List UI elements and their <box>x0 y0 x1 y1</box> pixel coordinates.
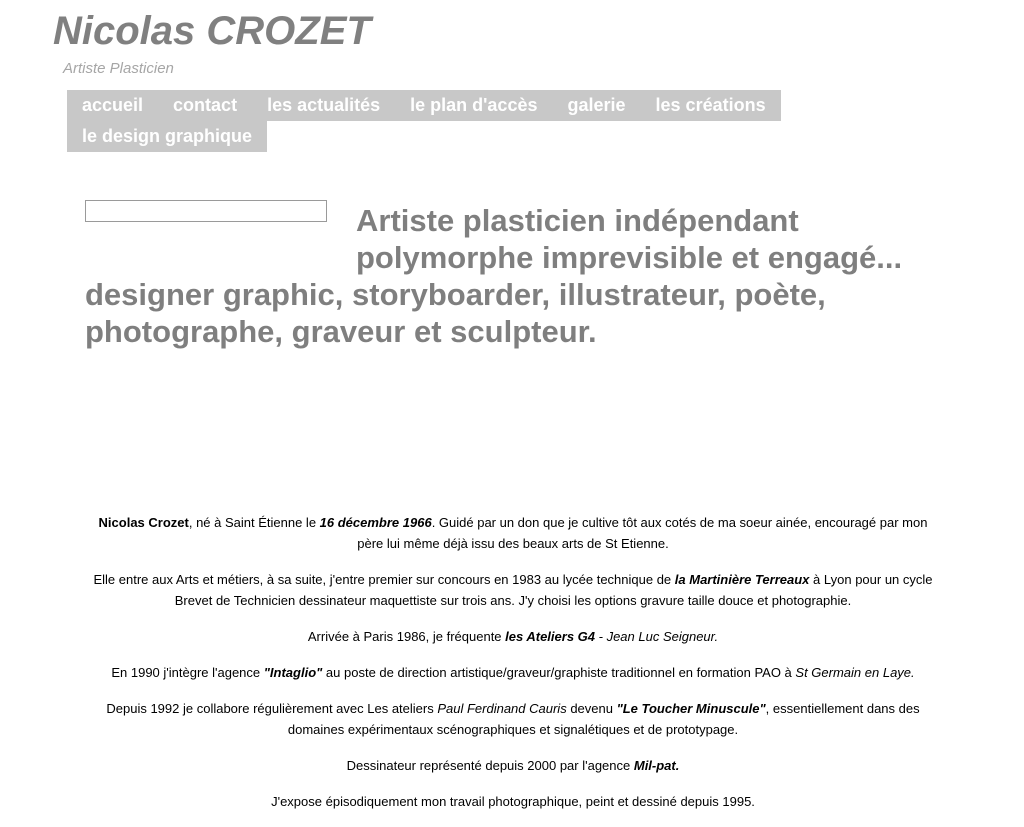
nav-item-actualites[interactable]: les actualités <box>252 90 395 121</box>
headline-line-2: polymorphe imprevisible et engagé... <box>356 240 903 275</box>
bio-text: Elle entre aux Arts et métiers, à sa suite, j'entre premier sur concours en 1983 au lycée technique de <box>93 572 675 587</box>
main-nav <box>67 90 807 152</box>
biography <box>85 512 941 827</box>
bio-text: En 1990 j'intègre l'agence <box>111 665 264 680</box>
bio-text: Dessinateur représenté depuis 2000 par l'agence <box>346 758 634 773</box>
bio-paragraph-birth <box>85 512 941 554</box>
bio-text: . Guidé par un don que je cultive tôt aux cotés de ma soeur ainée, encouragé par mon père lui même déjà issu des beaux arts de St Etienne. <box>357 515 928 551</box>
nav-item-accueil[interactable]: accueil <box>67 90 158 121</box>
headline-line-1: Artiste plasticien indépendant <box>356 203 799 238</box>
nav-item-contact[interactable]: contact <box>158 90 252 121</box>
bio-paragraph-intaglio <box>85 662 941 683</box>
bio-text: , né à Saint Étienne le <box>188 515 320 530</box>
bio-paragraph-paris <box>85 626 941 647</box>
nav-item-plan-acces[interactable]: le plan d'accès <box>395 90 552 121</box>
bio-toucher-minuscule: "Le Toucher Minuscule" <box>616 701 766 716</box>
bio-ateliers-name: Paul Ferdinand Cauris <box>437 701 567 716</box>
site-title: Nicolas CROZET <box>53 9 371 53</box>
bio-paragraph-milpat <box>85 755 941 776</box>
bio-school-name: la Martinière Terreaux <box>674 572 810 587</box>
bio-birth-date: 16 décembre 1966 <box>319 515 432 530</box>
bio-agency-milpat: Mil-pat. <box>633 758 680 773</box>
nav-item-galerie[interactable]: galerie <box>552 90 640 121</box>
bio-paragraph-education <box>85 569 941 611</box>
nav-item-design-graphique[interactable]: le design graphique <box>67 121 267 152</box>
bio-paragraph-ateliers <box>85 698 941 740</box>
bio-text: Depuis 1992 je collabore régulièrement avec Les ateliers <box>106 701 438 716</box>
headline-line-3: designer graphic, storyboarder, illustrateur, poète, <box>85 277 826 312</box>
headline <box>85 202 955 350</box>
bio-place: St Germain en Laye. <box>795 665 915 680</box>
bio-paragraph-exhibitions <box>85 791 941 812</box>
bio-text: J'expose épisodiquement mon travail photographique, peint et dessiné depuis 1995. <box>271 794 755 809</box>
headline-line-4: photographe, graveur et sculpteur. <box>85 314 597 349</box>
bio-text: Arrivée à Paris 1986, je fréquente <box>307 629 506 644</box>
site-subtitle: Artiste Plasticien <box>63 60 174 77</box>
bio-text: , essentiellement dans des domaines expérimentaux scénographiques et signalétiques et de prototypage. <box>287 701 920 737</box>
bio-text: au poste de direction artistique/graveur/graphiste traditionnel en formation PAO à <box>322 665 796 680</box>
bio-text: - Jean Luc Seigneur. <box>595 629 719 644</box>
bio-text: à Lyon pour un cycle Brevet de Technicien dessinateur maquettiste sur trois ans. J'y choisi les options gravure taille douce et photographie. <box>174 572 933 608</box>
bio-text: devenu <box>566 701 617 716</box>
nav-item-creations[interactable]: les créations <box>641 90 781 121</box>
bio-atelier-name: les Ateliers G4 <box>505 629 596 644</box>
bio-agency-intaglio: "Intaglio" <box>263 665 323 680</box>
bio-artist-name: Nicolas Crozet <box>98 515 189 530</box>
